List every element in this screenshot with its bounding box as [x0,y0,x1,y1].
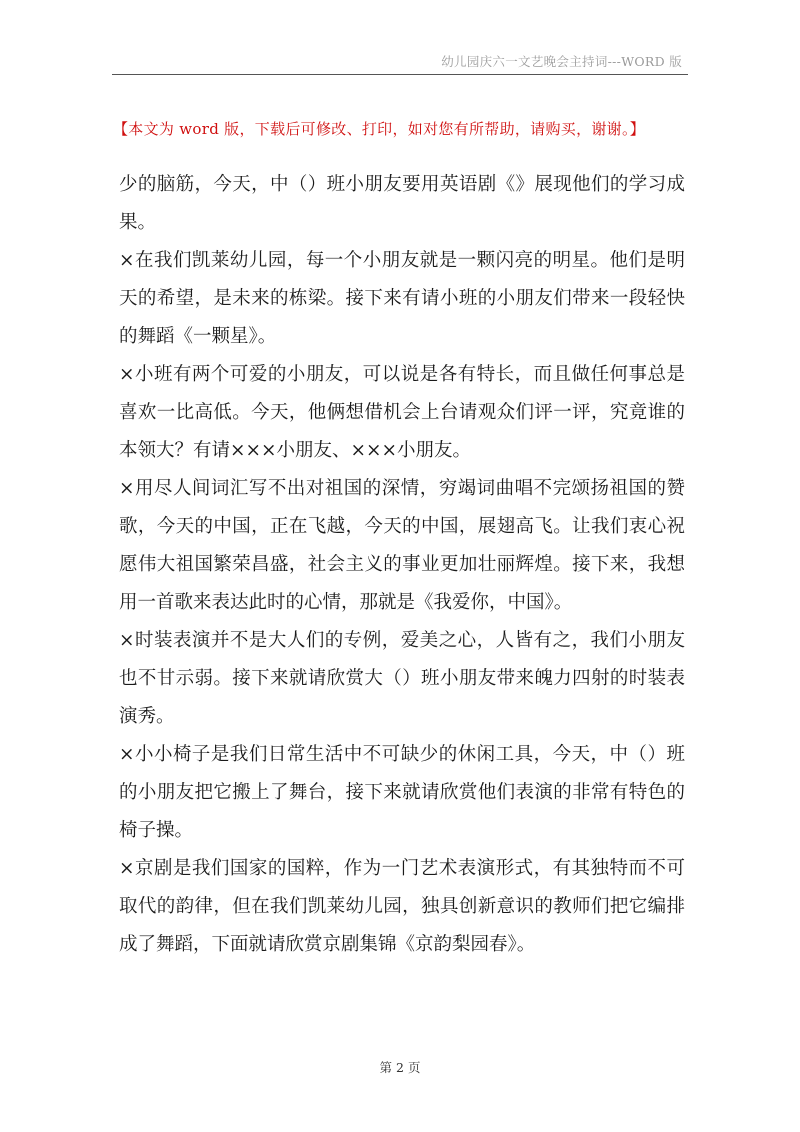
body-paragraph: ×小小椅子是我们日常生活中不可缺少的休闲工具，今天，中（）班的小朋友把它搬上了舞台，接下来就请欣赏他们表演的非常有特色的椅子操。 [119,744,685,841]
body-paragraph: ×京剧是我们国家的国粹，作为一门艺术表演形式，有其独特而不可取代的韵律，但在我们凯莱幼儿园，独具创新意识的教师们把它编排成了舞蹈，下面就请欣赏京剧集锦《京韵梨园春》。 [119,858,685,955]
download-notice: 【本文为 word 版，下载后可修改、打印，如对您有所帮助，请购买，谢谢。】 [113,120,646,138]
page-number: 第 2 页 [379,1060,421,1075]
body-paragraph: 少的脑筋，今天，中（）班小朋友要用英语剧《》展现他们的学习成果。 [119,174,685,233]
document-body [119,166,685,964]
body-paragraph: ×小班有两个可爱的小朋友，可以说是各有特长，而且做任何事总是喜欢一比高低。今天，他俩想借机会上台请观众们评一评，究竟谁的本领大？有请×××小朋友、×××小朋友。 [119,364,685,461]
document-header-title: 幼儿园庆六一文艺晚会主持词---WORD 版 [441,54,682,69]
body-paragraph: ×时装表演并不是大人们的专例，爱美之心，人皆有之，我们小朋友也不甘示弱。接下来就请欣赏大（）班小朋友带来魄力四射的时装表演秀。 [119,630,685,727]
header-divider [112,74,688,75]
body-paragraph: ×在我们凯莱幼儿园，每一个小朋友就是一颗闪亮的明星。他们是明天的希望，是未来的栋梁。接下来有请小班的小朋友们带来一段轻快的舞蹈《一颗星》。 [119,250,685,347]
body-paragraph: ×用尽人间词汇写不出对祖国的深情，穷竭词曲唱不完颂扬祖国的赞歌，今天的中国，正在飞越，今天的中国，展翅高飞。让我们衷心祝愿伟大祖国繁荣昌盛，社会主义的事业更加壮丽辉煌。接下来，我想用一首歌来表达此时的心情，那就是《我爱你，中国》。 [119,478,685,613]
